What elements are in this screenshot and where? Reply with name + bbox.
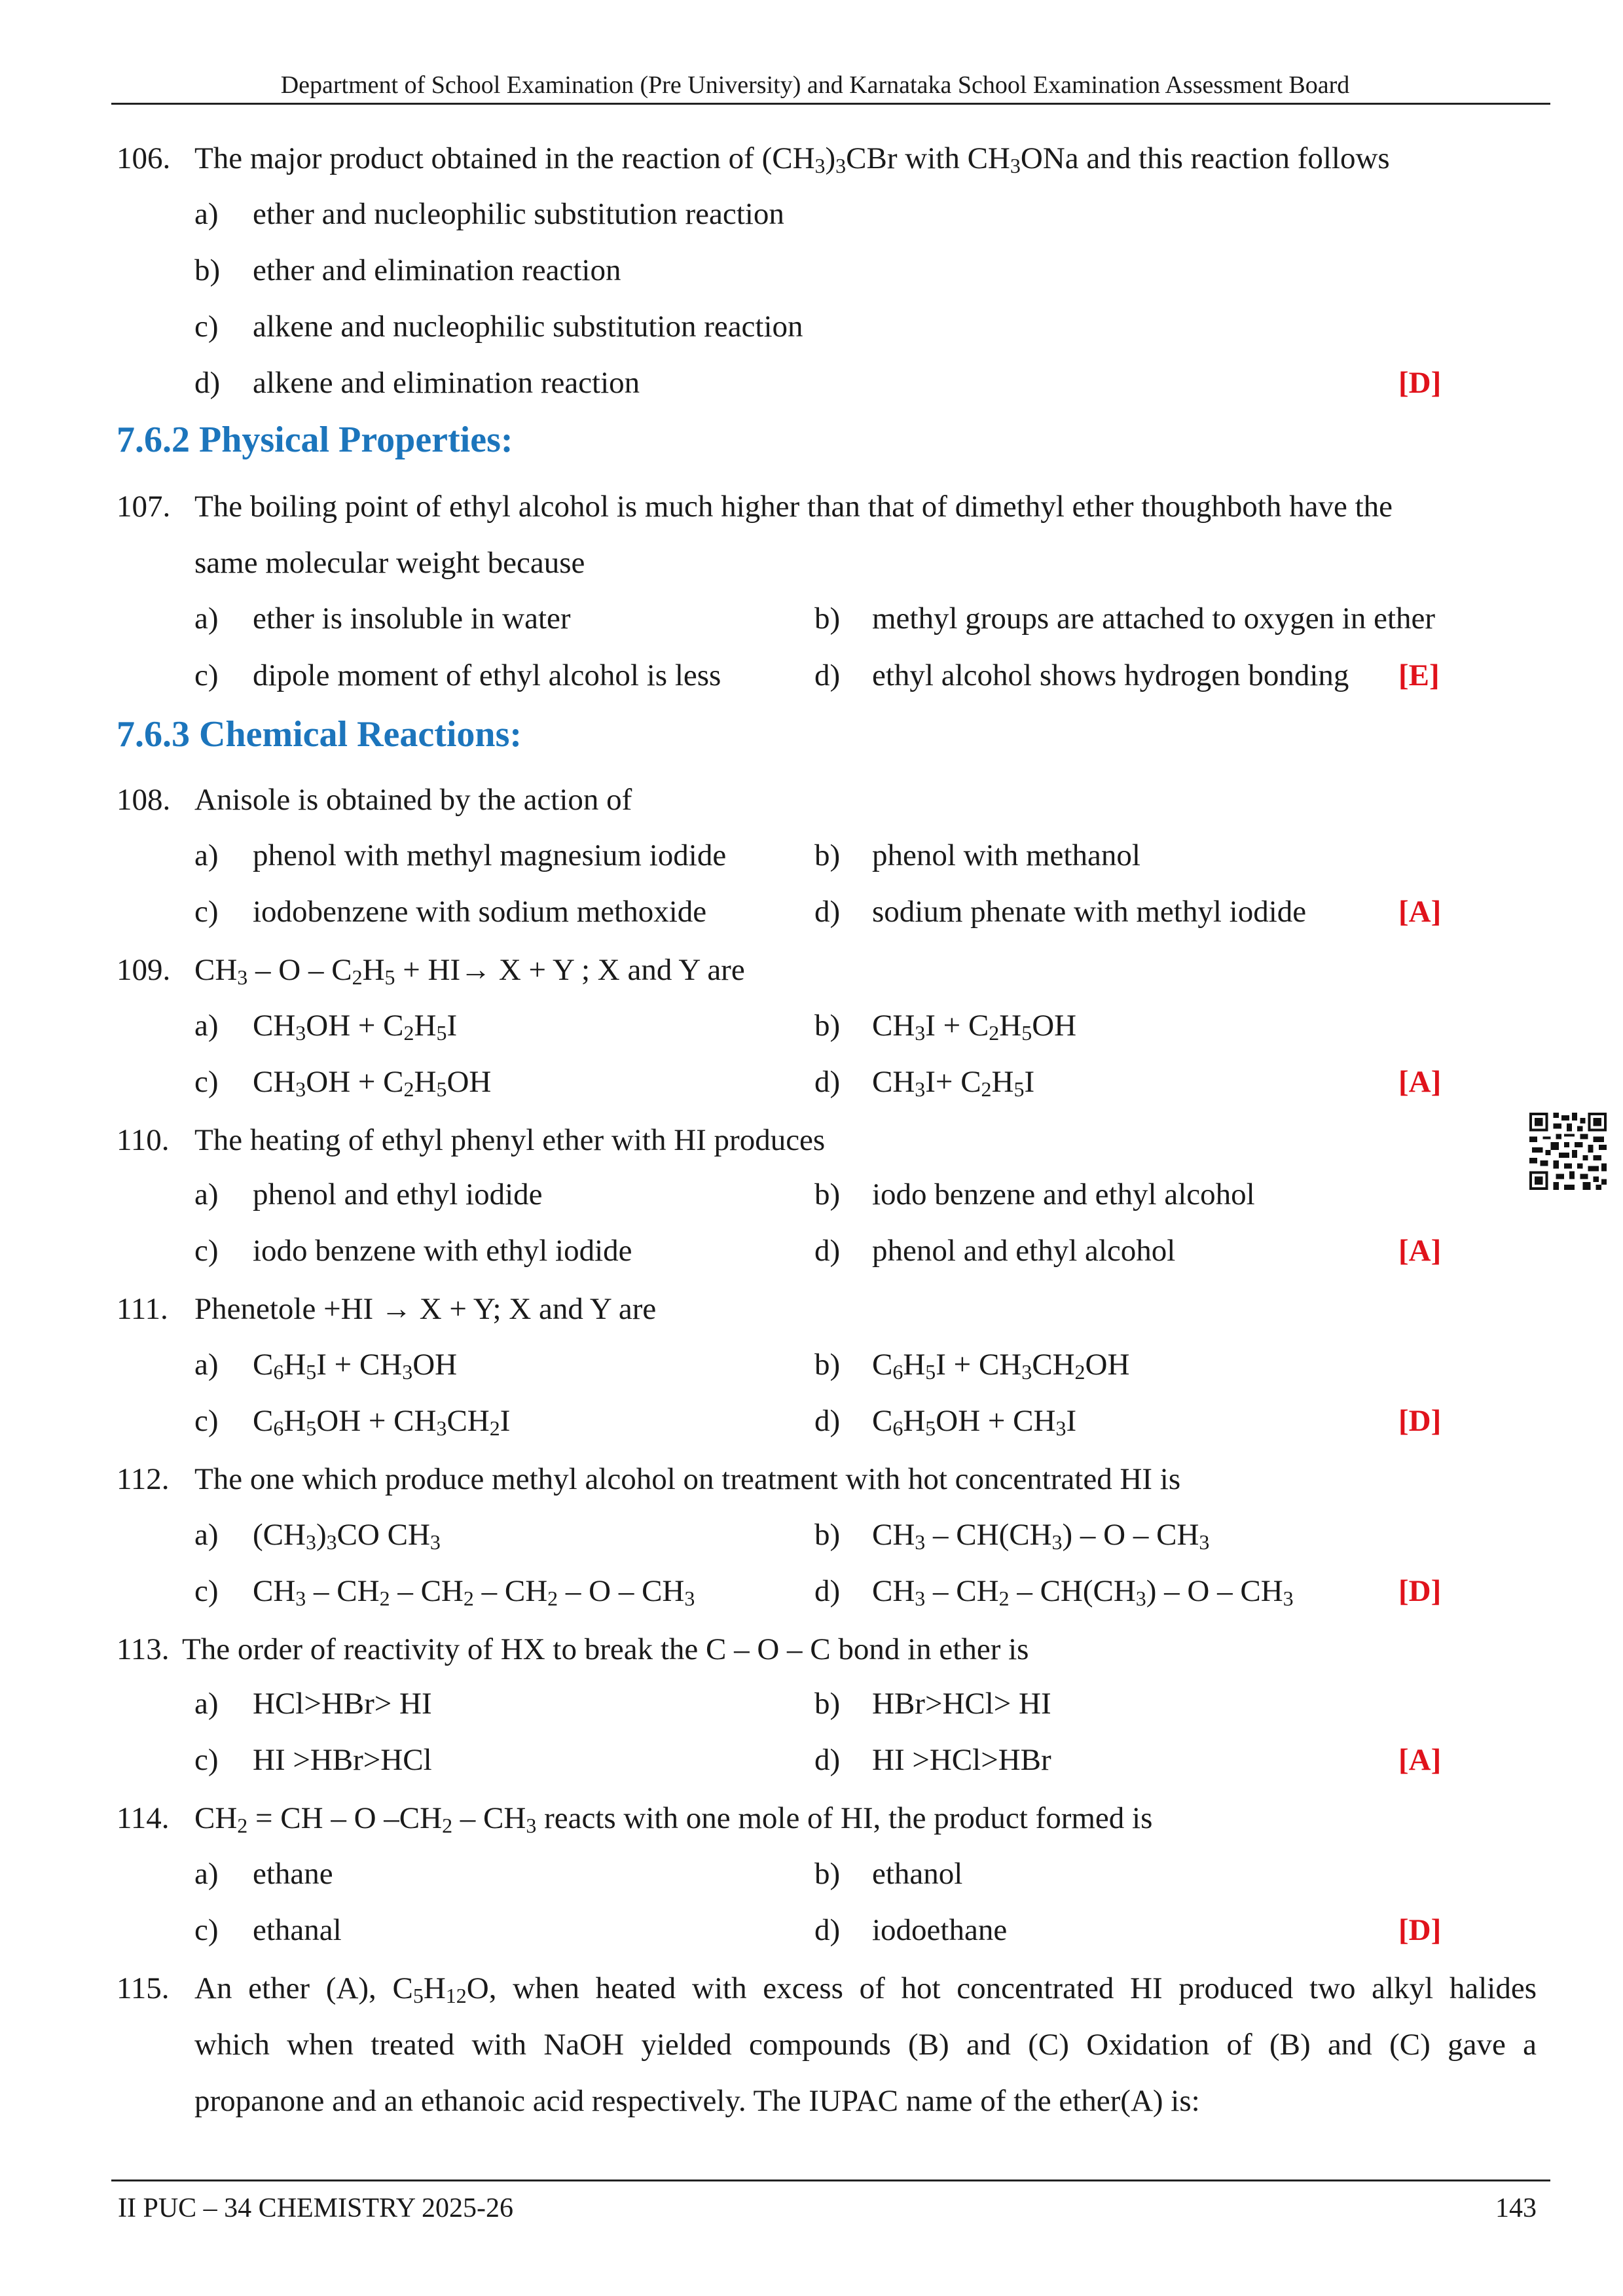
option-label: d) (814, 1234, 841, 1268)
option-label: a) (194, 1518, 219, 1552)
question-number: 111. (117, 1292, 168, 1326)
q111-option-b: $C_6H_5I + CH_3CH_2OH$ (872, 1348, 1130, 1384)
option-label: b) (814, 1348, 841, 1382)
q109-option-b: $CH_3I + C_2H_5OH$ (872, 1009, 1077, 1045)
q113-option-b: HBr>HCl> HI (872, 1687, 1051, 1721)
question-number: 107. (117, 490, 171, 524)
question-107-text-continued: same molecular weight because (194, 546, 585, 580)
option-label: a) (194, 197, 219, 231)
q111-option-c: $C_6H_5OH + CH_3CH_2I$ (253, 1404, 511, 1441)
q109-option-a: $CH_3OH + C_2H_5I$ (253, 1009, 458, 1045)
q110-answer: [A] (1398, 1234, 1442, 1268)
option-label: d) (814, 1574, 841, 1608)
q106-option-c: alkene and nucleophilic substitution reaction (253, 310, 803, 344)
q113-answer: [A] (1398, 1743, 1442, 1777)
section-heading-chemical-reactions: 7.6.3 Chemical Reactions: (117, 714, 522, 755)
q106-option-a: ether and nucleophilic substitution reaction (253, 197, 784, 231)
option-label: d) (814, 1065, 841, 1099)
q108-answer: [A] (1398, 895, 1442, 929)
q108-option-b: phenol with methanol (872, 838, 1140, 872)
q111-option-a: $C_6H_5I + CH_3OH$ (253, 1348, 458, 1384)
page-header: Department of School Examination (Pre University) and Karnataka School Examination Assessment Board (280, 71, 1350, 99)
q109-option-d: $CH_3I+ C_2H_5I$ (872, 1065, 1035, 1102)
footer-course-label: II PUC – 34 CHEMISTRY 2025-26 (118, 2193, 513, 2223)
q111-answer: [D] (1398, 1404, 1442, 1438)
question-109-text: $CH_3 - O - C_2H_5 + HI\to X + Y$ ; X and Y are (194, 953, 745, 990)
question-115-text-line1: An ether (A), $C_5H_{12}O$, when heated with excess of hot concentrated HI produced two alkyl halides (194, 1971, 1537, 2008)
option-label: a) (194, 1009, 219, 1043)
q114-option-a: ethane (253, 1857, 333, 1891)
q108-option-c: iodobenzene with sodium methoxide (253, 895, 707, 929)
question-108-text: Anisole is obtained by the action of (194, 783, 632, 817)
option-label: a) (194, 1687, 219, 1721)
q109-option-c: $CH_3OH + C_2H_5OH$ (253, 1065, 492, 1102)
q110-option-c: iodo benzene with ethyl iodide (253, 1234, 632, 1268)
q114-answer: [D] (1398, 1913, 1442, 1947)
option-label: a) (194, 1857, 219, 1891)
footer-rule (111, 2179, 1550, 2181)
q114-option-d: iodoethane (872, 1913, 1008, 1947)
q106-option-b: ether and elimination reaction (253, 253, 621, 287)
option-label: d) (814, 1913, 841, 1947)
q107-answer: [E] (1398, 658, 1440, 692)
question-number: 110. (117, 1123, 170, 1157)
question-106-text: The major product obtained in the reaction of $(CH_3)_3CBr$ with $CH_3ONa$ and this reaction follows (194, 141, 1390, 178)
question-115-text-line3: propanone and an ethanoic acid respectively. The IUPAC name of the ether(A) is: (194, 2084, 1200, 2118)
q112-answer: [D] (1398, 1574, 1442, 1608)
option-label: d) (814, 895, 841, 929)
question-115-text-line2: which when treated with NaOH yielded compounds (B) and (C) Oxidation of (B) and (C) gave a (194, 2028, 1537, 2062)
q112-option-c: $CH_3 - CH_2 - CH_2 - CH_2$ – O – $CH_3$ (253, 1574, 695, 1611)
question-107-text: The boiling point of ethyl alcohol is much higher than that of dimethyl ether thoughboth have the (194, 490, 1393, 524)
q113-option-a: HCl>HBr> HI (253, 1687, 432, 1721)
q114-option-c: ethanal (253, 1913, 342, 1947)
q112-option-d: $CH_3 - CH_2 - CH(CH_3)$ – O – $CH_3$ (872, 1574, 1294, 1611)
question-number: 106. (117, 141, 171, 175)
q112-option-b: $CH_3 - CH(CH_3)$ – O – $CH_3$ (872, 1518, 1210, 1554)
question-113-text: The order of reactivity of HX to break the C – O – C bond in ether is (182, 1632, 1029, 1666)
section-heading-physical-properties: 7.6.2 Physical Properties: (117, 420, 513, 460)
option-label: d) (814, 658, 841, 692)
option-label: c) (194, 1065, 219, 1099)
question-number: 113. (117, 1632, 170, 1666)
page-number: 143 (1495, 2193, 1537, 2223)
question-number: 115. (117, 1971, 170, 2005)
option-label: b) (814, 1857, 841, 1891)
q110-option-a: phenol and ethyl iodide (253, 1177, 543, 1211)
q108-option-d: sodium phenate with methyl iodide (872, 895, 1307, 929)
option-label: c) (194, 895, 219, 929)
q110-option-d: phenol and ethyl alcohol (872, 1234, 1176, 1268)
question-number: 114. (117, 1801, 170, 1835)
option-label: c) (194, 1404, 219, 1438)
q108-option-a: phenol with methyl magnesium iodide (253, 838, 727, 872)
option-label: c) (194, 1234, 219, 1268)
option-label: b) (814, 1518, 841, 1552)
q107-option-a: ether is insoluble in water (253, 601, 571, 636)
q109-answer: [A] (1398, 1065, 1442, 1099)
option-label: b) (814, 838, 841, 872)
option-label: b) (194, 253, 221, 287)
option-label: b) (814, 1009, 841, 1043)
question-110-text: The heating of ethyl phenyl ether with HI produces (194, 1123, 826, 1157)
question-114-text: $CH_2$ = CH – O $-CH_2 - CH_3$ reacts with one mole of HI, the product formed is (194, 1801, 1153, 1838)
q113-option-d: HI >HCl>HBr (872, 1743, 1051, 1777)
option-label: a) (194, 601, 219, 636)
header-rule (111, 103, 1550, 105)
option-label: c) (194, 1743, 219, 1777)
q107-option-c: dipole moment of ethyl alcohol is less (253, 658, 721, 692)
option-label: d) (814, 1743, 841, 1777)
option-label: a) (194, 1348, 219, 1382)
option-label: b) (814, 1177, 841, 1211)
q111-option-d: $C_6H_5OH + CH_3I$ (872, 1404, 1077, 1441)
q113-option-c: HI >HBr>HCl (253, 1743, 432, 1777)
option-label: b) (814, 601, 841, 636)
option-label: d) (194, 366, 221, 400)
qr-code-icon[interactable] (1529, 1113, 1607, 1190)
option-label: c) (194, 658, 219, 692)
question-number: 108. (117, 783, 171, 817)
option-label: a) (194, 838, 219, 872)
q107-option-d: ethyl alcohol shows hydrogen bonding (872, 658, 1349, 692)
q112-option-a: $(CH_3)_3CO$ $CH_3$ (253, 1518, 441, 1554)
q110-option-b: iodo benzene and ethyl alcohol (872, 1177, 1255, 1211)
question-111-text: Phenetole +HI → X + Y; X and Y are (194, 1292, 657, 1326)
q106-option-d: alkene and elimination reaction (253, 366, 640, 400)
question-number: 109. (117, 953, 171, 987)
option-label: d) (814, 1404, 841, 1438)
option-label: b) (814, 1687, 841, 1721)
q114-option-b: ethanol (872, 1857, 963, 1891)
q107-option-b: methyl groups are attached to oxygen in ether (872, 601, 1436, 636)
option-label: c) (194, 1913, 219, 1947)
option-label: c) (194, 1574, 219, 1608)
option-label: a) (194, 1177, 219, 1211)
question-number: 112. (117, 1462, 170, 1496)
question-112-text: The one which produce methyl alcohol on treatment with hot concentrated HI is (194, 1462, 1181, 1496)
option-label: c) (194, 310, 219, 344)
q106-answer: [D] (1398, 366, 1442, 400)
